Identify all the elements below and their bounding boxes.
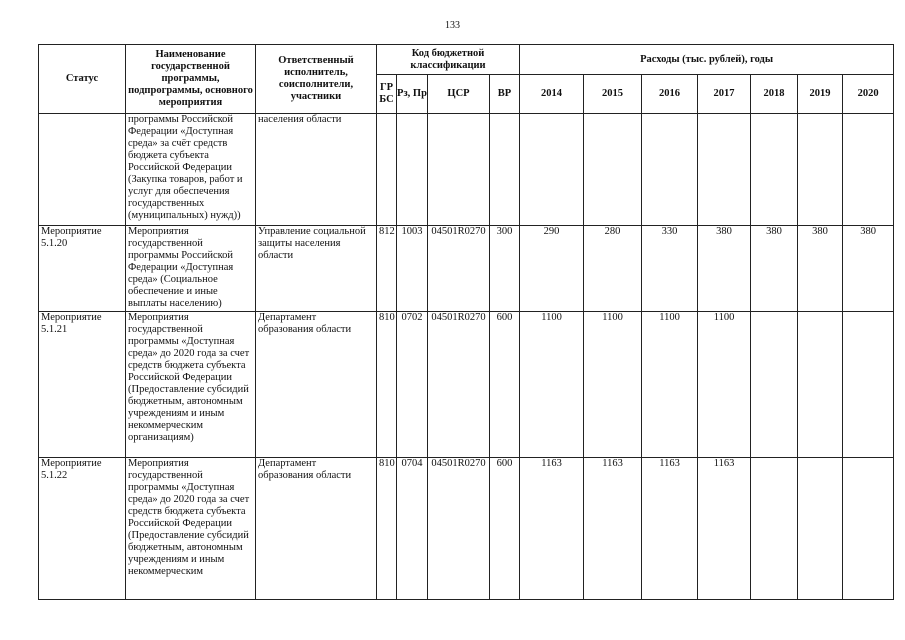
row-vr	[490, 114, 520, 226]
row-vr: 600	[490, 312, 520, 458]
row-grbs: 810	[377, 458, 397, 600]
table-row	[39, 458, 894, 600]
row-rzpr: 1003	[397, 226, 428, 312]
row-csr: 04501R0270	[428, 312, 490, 458]
header-row-1	[39, 45, 894, 75]
row-value-2017: 380	[698, 226, 751, 312]
row-value-2019	[798, 458, 843, 600]
row-value-2020: 380	[843, 226, 894, 312]
row-rzpr: 0704	[397, 458, 428, 600]
row-vr: 600	[490, 458, 520, 600]
row-value-2018	[751, 114, 798, 226]
header-executor: Ответственный исполнитель, соисполнители, участники	[256, 45, 377, 114]
budget-table	[38, 44, 894, 600]
row-status: Мероприятие 5.1.20	[39, 226, 126, 312]
row-name: Мероприятия государственной программы Российской Федерации «Доступная среда» (Социальное обеспечение и иные выплаты населению)	[126, 226, 256, 312]
page-number: 133	[445, 20, 460, 31]
header-year-2016: 2016	[642, 75, 698, 114]
row-grbs: 812	[377, 226, 397, 312]
header-year-2018: 2018	[751, 75, 798, 114]
row-value-2018	[751, 458, 798, 600]
header-year-2014: 2014	[520, 75, 584, 114]
row-value-2017: 1100	[698, 312, 751, 458]
row-value-2020	[843, 458, 894, 600]
header-expenses: Расходы (тыс. рублей), годы	[520, 45, 894, 75]
row-value-2017: 1163	[698, 458, 751, 600]
row-value-2019	[798, 312, 843, 458]
row-value-2019	[798, 114, 843, 226]
row-value-2015	[584, 114, 642, 226]
row-name: Мероприятия государственной программы «Доступная среда» до 2020 года за счет средств бюджета субъекта Российской Федерации (Предоставление субсидий бюджетным, автономным учреждениям и иным некоммерческим организациям)	[126, 312, 256, 458]
header-grbs: ГРБС	[377, 75, 397, 114]
row-value-2018	[751, 312, 798, 458]
row-vr: 300	[490, 226, 520, 312]
row-executor: населения области	[256, 114, 377, 226]
header-name: Наименование государственной программы, подпрограммы, основного мероприятия	[126, 45, 256, 114]
row-status: Мероприятие 5.1.21	[39, 312, 126, 458]
header-year-2019: 2019	[798, 75, 843, 114]
row-value-2014: 1100	[520, 312, 584, 458]
header-status: Статус	[39, 45, 126, 114]
row-name: программы Российской Федерации «Доступная среда» за счёт средств бюджета субъекта Российской Федерации (Закупка товаров, работ и услуг для обеспечения государственных (муниципальных) нужд))	[126, 114, 256, 226]
table-row	[39, 312, 894, 458]
row-value-2014	[520, 114, 584, 226]
row-value-2016: 1100	[642, 312, 698, 458]
row-value-2016	[642, 114, 698, 226]
row-status: Мероприятие 5.1.22	[39, 458, 126, 600]
header-vr: ВР	[490, 75, 520, 114]
row-value-2020	[843, 312, 894, 458]
table-row	[39, 226, 894, 312]
row-value-2016: 1163	[642, 458, 698, 600]
row-value-2015: 280	[584, 226, 642, 312]
table-row	[39, 114, 894, 226]
row-rzpr: 0702	[397, 312, 428, 458]
row-value-2016: 330	[642, 226, 698, 312]
row-status	[39, 114, 126, 226]
row-value-2014: 290	[520, 226, 584, 312]
row-rzpr	[397, 114, 428, 226]
row-value-2020	[843, 114, 894, 226]
header-year-2015: 2015	[584, 75, 642, 114]
row-name: Мероприятия государственной программы «Доступная среда» до 2020 года за счет средств бюджета субъекта Российской Федерации (Предоставление субсидий бюджетным, автономным учреждениям и иным некоммерческим	[126, 458, 256, 600]
row-csr	[428, 114, 490, 226]
row-value-2017	[698, 114, 751, 226]
row-value-2019: 380	[798, 226, 843, 312]
row-csr: 04501R0270	[428, 226, 490, 312]
row-executor: Управление социальной защиты населения области	[256, 226, 377, 312]
row-grbs: 810	[377, 312, 397, 458]
row-executor: Департамент образования области	[256, 458, 377, 600]
header-budget-code: Код бюджетной классификации	[377, 45, 520, 75]
row-value-2015: 1163	[584, 458, 642, 600]
header-csr: ЦСР	[428, 75, 490, 114]
row-value-2014: 1163	[520, 458, 584, 600]
header-year-2017: 2017	[698, 75, 751, 114]
row-value-2015: 1100	[584, 312, 642, 458]
row-grbs	[377, 114, 397, 226]
row-executor: Департамент образования области	[256, 312, 377, 458]
row-value-2018: 380	[751, 226, 798, 312]
header-rzpr: Рз, Пр	[397, 75, 428, 114]
header-year-2020: 2020	[843, 75, 894, 114]
row-csr: 04501R0270	[428, 458, 490, 600]
